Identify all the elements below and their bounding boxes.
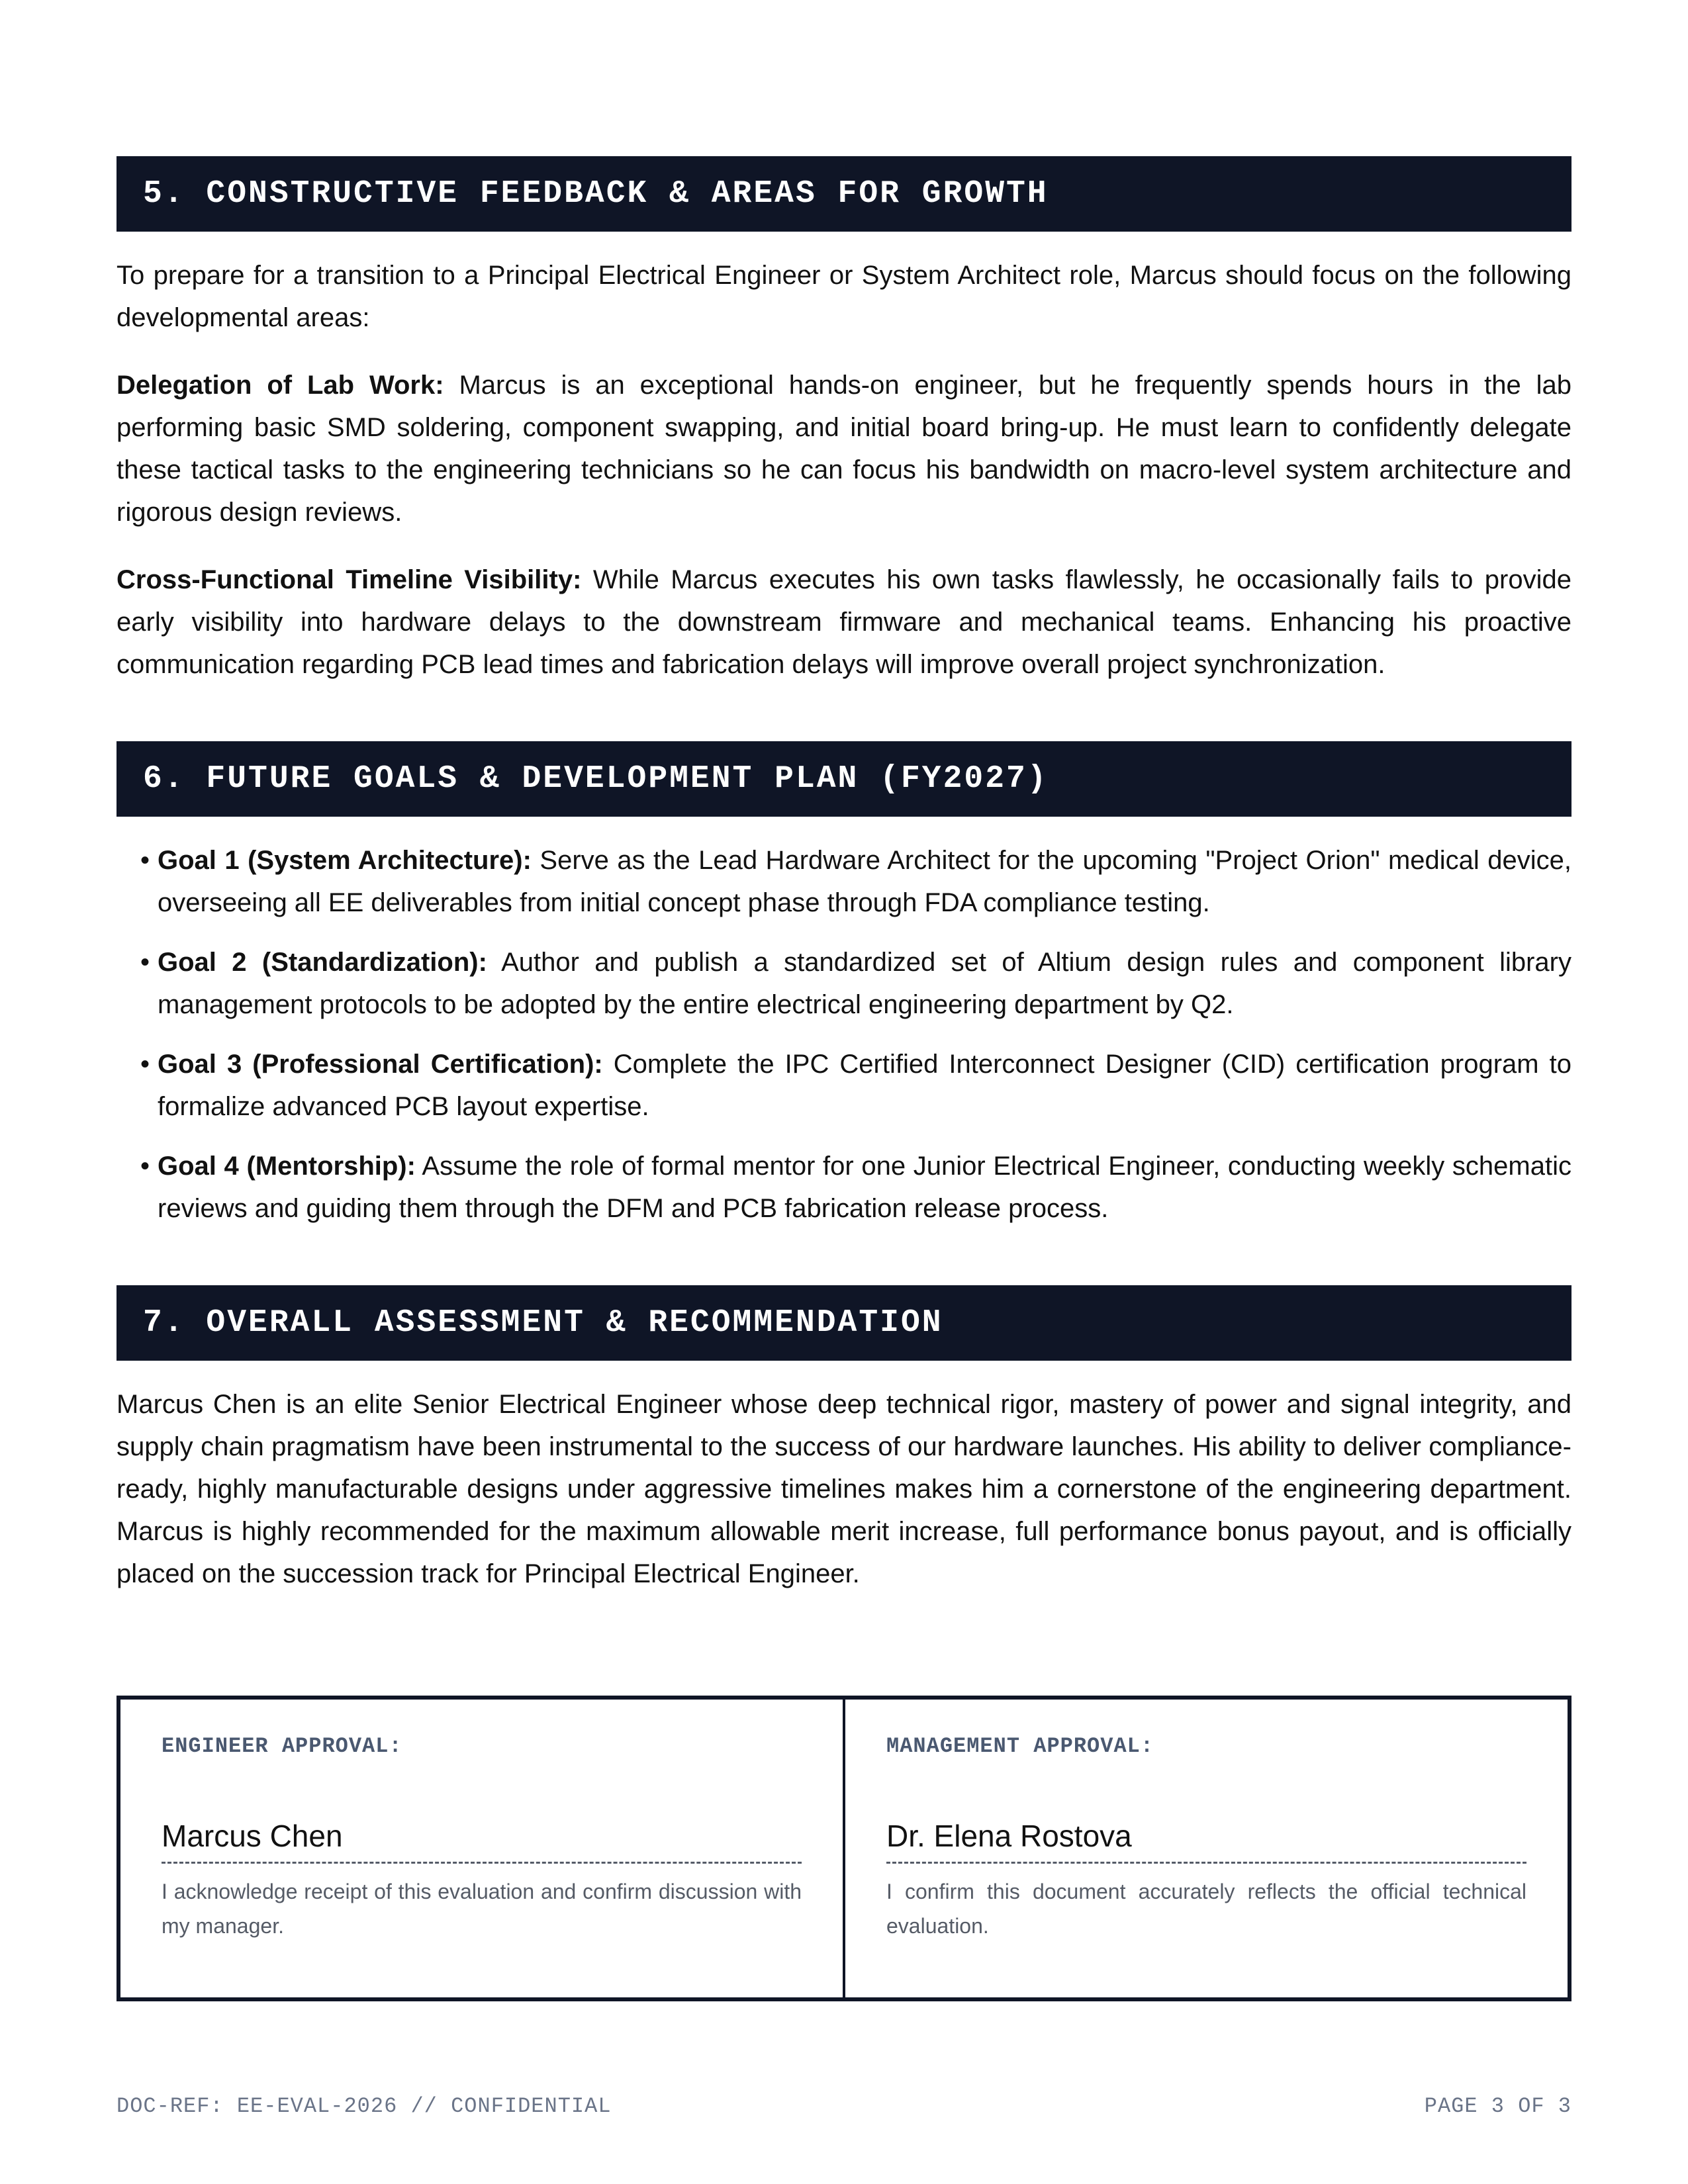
- goal-text: Serve as the Lead Hardware Architect for the upcoming "Project Orion" medical device, overseeing all EE deliverables from initial concept phase through FDA compliance testing.: [158, 846, 1571, 917]
- approval-table: [117, 1696, 1571, 2001]
- goal-text: Complete the IPC Certified Interconnect Designer (CID) certification program to formalize advanced PCB layout expertise.: [158, 1050, 1571, 1121]
- bullet-icon: •: [140, 1050, 150, 1079]
- bullet-icon: •: [140, 1152, 150, 1181]
- bullet-icon: •: [140, 846, 150, 875]
- goal-item: [117, 941, 1571, 1026]
- feedback-item-text: Marcus is an exceptional hands-on engineer, but he frequently spends hours in the lab performing basic SMD soldering, component swapping, and initial board bring-up. He must learn to confidently delegate these tactical tasks to the engineering technicians so he can focus his bandwidth on macro-level system architecture and rigorous design reviews.: [117, 371, 1571, 527]
- feedback-item-text: While Marcus executes his own tasks flawlessly, he occasionally fails to provide early visibility into hardware delays to the downstream firmware and mechanical teams. Enhancing his proactive communication regarding PCB lead times and fabrication delays will improve overall project synchronization.: [117, 565, 1571, 679]
- feedback-item-delegation: [117, 364, 1571, 533]
- management-approval-label: MANAGEMENT APPROVAL:: [886, 1734, 1154, 1758]
- goal-text: Author and publish a standardized set of Altium design rules and component library management protocols to be adopted by the entire electrical engineering department by Q2.: [158, 948, 1572, 1019]
- feedback-item-heading: Cross-Functional Timeline Visibility:: [117, 565, 582, 594]
- feedback-item-heading: Delegation of Lab Work:: [117, 371, 444, 400]
- goal-item: [117, 1145, 1571, 1230]
- section-6-header: [117, 741, 1571, 817]
- section-5-header: [117, 156, 1571, 232]
- goal-item: [117, 1043, 1571, 1128]
- section-5-title: 5. CONSTRUCTIVE FEEDBACK & AREAS FOR GROWTH: [143, 176, 1049, 212]
- section-7-title: 7. OVERALL ASSESSMENT & RECOMMENDATION: [143, 1305, 943, 1341]
- management-signature-line: Dr. Elena Rostova: [886, 1818, 1526, 1864]
- engineer-approval-note: I acknowledge receipt of this evaluation and confirm discussion with my manager.: [162, 1880, 802, 1938]
- goal-heading: Goal 1 (System Architecture):: [158, 846, 532, 875]
- goal-item: [117, 839, 1571, 924]
- document-body: [117, 156, 1571, 1595]
- page-number: PAGE 3 OF 3: [1424, 2094, 1571, 2118]
- engineer-approval-label: ENGINEER APPROVAL:: [162, 1734, 402, 1758]
- page-footer: [117, 2094, 1571, 2118]
- feedback-item-visibility: [117, 559, 1571, 686]
- goal-heading: Goal 3 (Professional Certification):: [158, 1050, 603, 1079]
- goal-heading: Goal 4 (Mentorship):: [158, 1152, 416, 1181]
- goal-heading: Goal 2 (Standardization):: [158, 948, 487, 977]
- goals-list: [117, 839, 1571, 1230]
- section-7-header: [117, 1285, 1571, 1361]
- section-6-title: 6. FUTURE GOALS & DEVELOPMENT PLAN (FY2027): [143, 761, 1049, 797]
- management-approval-note: I confirm this document accurately reflects the official technical evaluation.: [886, 1880, 1526, 1938]
- bullet-icon: •: [140, 948, 150, 977]
- document-reference: DOC-REF: EE-EVAL-2026 // CONFIDENTIAL: [117, 2094, 612, 2118]
- goal-text: Assume the role of formal mentor for one Junior Electrical Engineer, conducting weekly schematic reviews and guiding them through the DFM and PCB fabrication release process.: [158, 1152, 1571, 1223]
- section-5-intro: To prepare for a transition to a Principal Electrical Engineer or System Architect role, Marcus should focus on the following developmental areas:: [117, 261, 1571, 332]
- engineer-signature-line: Marcus Chen: [162, 1818, 802, 1864]
- overall-assessment-text: Marcus Chen is an elite Senior Electrical Engineer whose deep technical rigor, mastery of power and signal integrity, and supply chain pragmatism have been instrumental to the success of our hardware launches. His ability to deliver compliance-ready, highly manufacturable designs under aggressive timelines makes him a cornerstone of the engineering department. Marcus is highly recommended for the maximum allowable merit increase, full performance bonus payout, and is officially placed on the succession track for Principal Electrical Engineer.: [117, 1390, 1571, 1588]
- engineer-approval-cell: [120, 1700, 843, 1997]
- management-approval-cell: [843, 1700, 1568, 1997]
